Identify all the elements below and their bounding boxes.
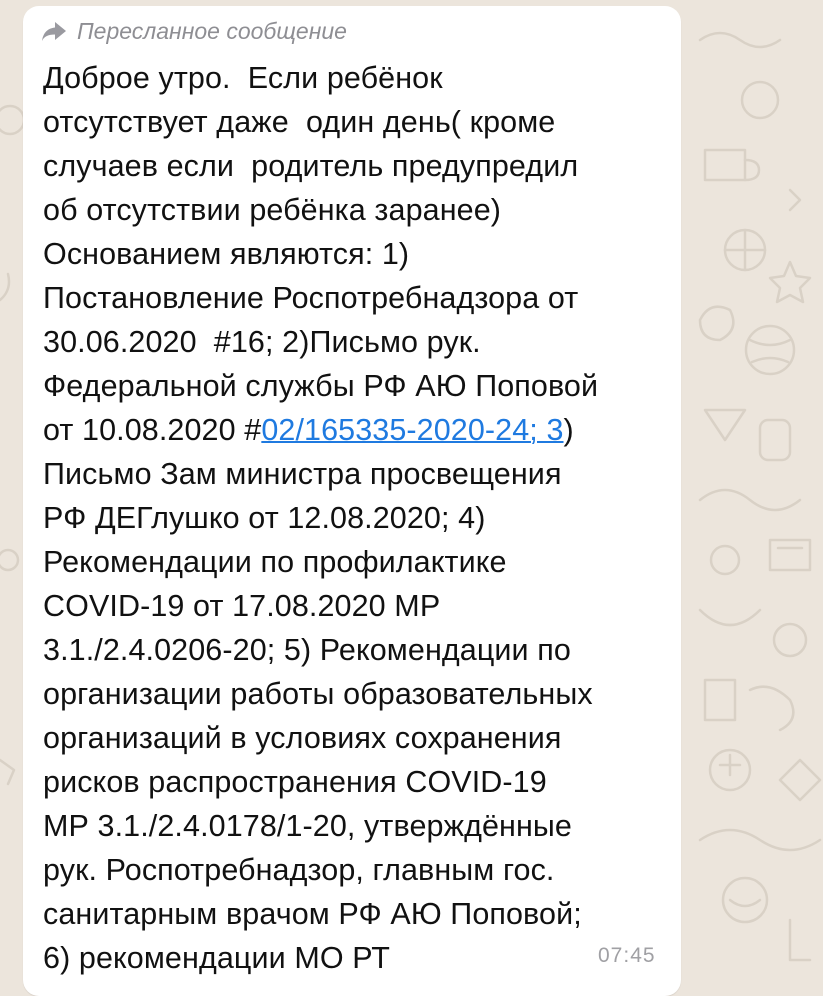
document-link[interactable]: 02/165335-2020-24; 3 — [261, 413, 564, 447]
message-line: организации работы образовательных — [43, 677, 593, 711]
message-line: Письмо Зам министра просвещения — [43, 457, 562, 491]
message-line: COVID-19 от 17.08.2020 МР — [43, 589, 441, 623]
forwarded-header — [41, 16, 347, 46]
message-line-suffix: ) — [563, 413, 574, 447]
message-timestamp: 07:45 — [598, 944, 656, 967]
message-line: Постановление Роспотребнадзора от — [43, 281, 579, 315]
message-line: Федеральной службы РФ АЮ Поповой — [43, 369, 599, 403]
message-line: МР 3.1./2.4.0178/1-20, утверждённые — [43, 809, 572, 843]
message-line: об отсутствии ребёнка заранее) — [43, 193, 502, 227]
message-line: отсутствует даже один день( кроме — [43, 105, 556, 139]
message-line: Доброе утро. Если ребёнок — [43, 61, 443, 95]
message-line: 30.06.2020 #16; 2)Письмо рук. — [43, 325, 481, 359]
forward-arrow-icon — [41, 20, 67, 42]
message-line: рисков распространения COVID-19 — [43, 765, 547, 799]
message-line: рук. Роспотребнадзор, главным гос. — [43, 853, 555, 887]
message-text — [43, 56, 683, 980]
message-line: Основанием являются: 1) — [43, 237, 410, 271]
message-line: санитарным врачом РФ АЮ Поповой; — [43, 897, 582, 931]
message-line: 6) рекомендации МО РТ — [43, 941, 391, 975]
message-line: организаций в условиях сохранения — [43, 721, 562, 755]
message-line-prefix: от 10.08.2020 # — [43, 413, 262, 447]
message-line-with-link — [43, 408, 683, 452]
message-line: 3.1./2.4.0206-20; 5) Рекомендации по — [43, 633, 571, 667]
message-line: случаев если родитель предупредил — [43, 149, 579, 183]
message-line: РФ ДЕГлушко от 12.08.2020; 4) — [43, 501, 486, 535]
forwarded-label: Пересланное сообщение — [77, 17, 347, 44]
message-bubble[interactable] — [23, 6, 681, 996]
message-line: Рекомендации по профилактике — [43, 545, 507, 579]
